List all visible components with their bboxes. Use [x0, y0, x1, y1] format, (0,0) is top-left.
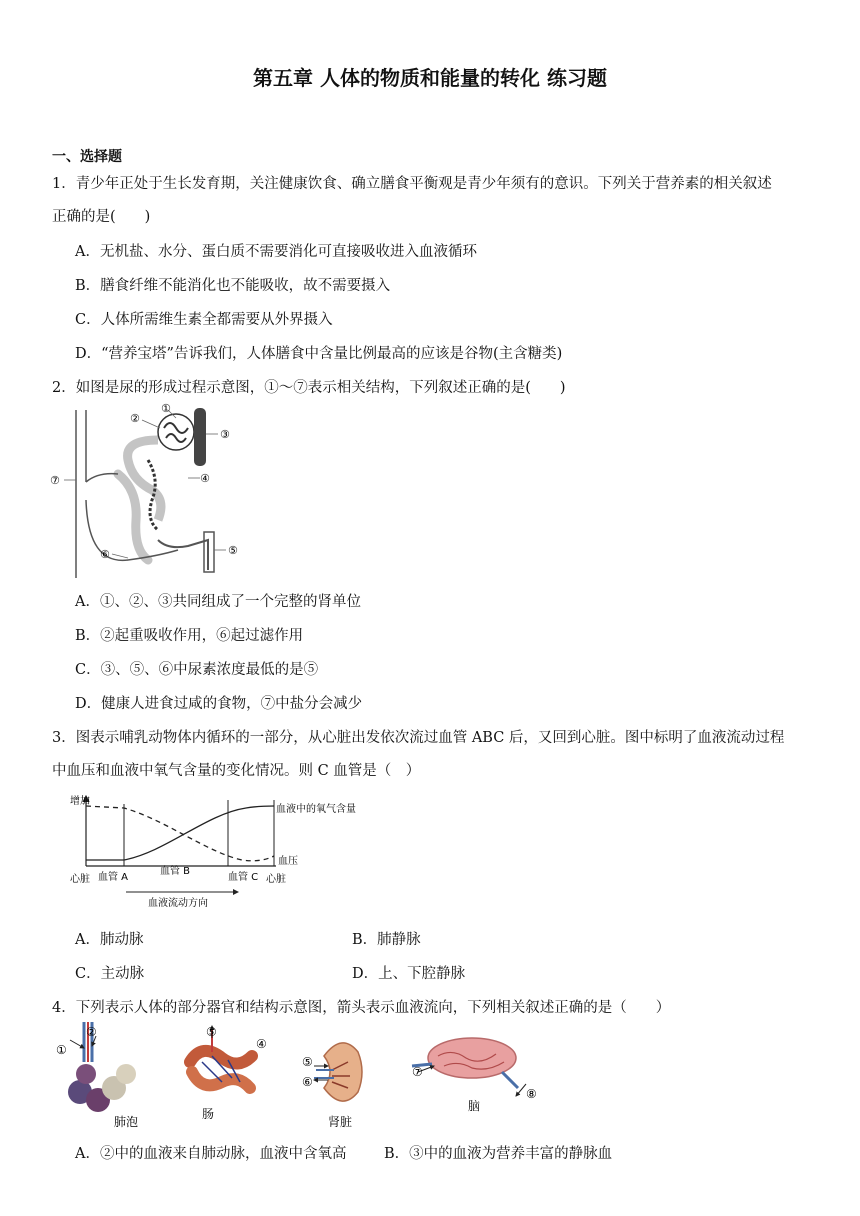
nephron-label-1: ①: [161, 402, 171, 415]
chart-x-heart-right: 心脏: [266, 874, 286, 885]
organ-caption-kidney: 肾脏: [328, 1115, 353, 1129]
organ-label-1: ①: [56, 1043, 67, 1057]
q2-option-a: A．①、②、③共同组成了一个完整的肾单位: [75, 594, 361, 610]
q4-stem: 4．下列表示人体的部分器官和结构示意图，箭头表示血液流向，下列相关叙述正确的是（ ）: [52, 1000, 671, 1016]
q1-option-a: A．无机盐、水分、蛋白质不需要消化可直接吸收进入血液循环: [75, 244, 477, 260]
lung-alveoli-illustration: [68, 1022, 136, 1112]
q1-stem-line2: 正确的是( ): [52, 209, 151, 225]
q2-option-d: D．健康人进食过咸的食物，⑦中盐分会减少: [75, 696, 363, 712]
nephron-label-6: ⑥: [100, 548, 110, 561]
chart-x-vessel-a: 血管 A: [98, 872, 129, 883]
nephron-diagram: [48, 400, 248, 580]
chart-x-heart-left: 心脏: [70, 874, 90, 885]
intestine-illustration: [190, 1030, 252, 1088]
q3-option-c: C．主动脉: [75, 966, 145, 982]
q1-option-c: C．人体所需维生素全都需要从外界摄入: [75, 312, 333, 328]
q2-stem: 2．如图是尿的形成过程示意图，①～⑦表示相关结构，下列叙述正确的是( ): [52, 380, 566, 396]
q1-stem-line1: 1．青少年正处于生长发育期，关注健康饮食、确立膳食平衡观是青少年须有的意识。下列关于营养素的相关叙述: [52, 176, 772, 192]
section-heading: 一、选择题: [52, 149, 122, 165]
chart-direction-label: 血液流动方向: [148, 898, 208, 909]
page-title: 第五章 人体的物质和能量的转化 练习题: [253, 66, 607, 90]
nephron-label-4: ④: [200, 472, 210, 485]
nephron-label-3: ③: [220, 428, 230, 441]
q4-option-b: B．③中的血液为营养丰富的静脉血: [384, 1146, 613, 1162]
q2-option-c: C．③、⑤、⑥中尿素浓度最低的是⑤: [75, 662, 319, 678]
q3-stem-line2: 中血压和血液中氧气含量的变化情况。则 C 血管是（ ）: [52, 763, 421, 779]
blood-flow-diagram: [66, 790, 356, 914]
chart-pressure-label: 血压: [278, 856, 298, 867]
nephron-label-2: ②: [130, 412, 140, 425]
q1-option-b: B．膳食纤维不能消化也不能吸收，故不需要摄入: [75, 278, 391, 294]
nephron-label-5: ⑤: [228, 544, 238, 557]
q4-option-a: A．②中的血液来自肺动脉，血液中含氧高: [75, 1146, 347, 1162]
organ-label-4: ④: [256, 1037, 267, 1051]
brain-illustration: [412, 1038, 518, 1088]
chart-ylabel: 增加: [70, 796, 90, 807]
chart-oxygen-label: 血液中的氧气含量: [276, 804, 356, 815]
q1-option-d: D．“营养宝塔”告诉我们，人体膳食中含量比例最高的应该是谷物(主含糖类): [75, 346, 563, 362]
q3-option-b: B．肺静脉: [352, 932, 421, 948]
q3-option-a: A．肺动脉: [75, 932, 144, 948]
organ-label-5b: ⑤: [302, 1055, 313, 1069]
organ-label-5a: ⑤: [206, 1025, 217, 1039]
chart-x-vessel-c: 血管 C: [228, 872, 259, 883]
q3-stem-line1: 3．图表示哺乳动物体内循环的一部分，从心脏出发依次流过血管 ABC 后，又回到心脏。图中标明了血液流动过程: [52, 730, 785, 746]
chart-x-vessel-b: 血管 B: [160, 866, 191, 877]
organ-label-2: ②: [86, 1025, 97, 1039]
organ-diagrams: [52, 1022, 552, 1132]
organ-label-6: ⑥: [302, 1075, 313, 1089]
q3-option-d: D．上、下腔静脉: [352, 966, 466, 982]
organ-caption-intestine: 肠: [202, 1107, 215, 1121]
organ-caption-lung: 肺泡: [114, 1115, 139, 1129]
nephron-label-7: ⑦: [50, 474, 60, 487]
organ-caption-brain: 脑: [468, 1099, 481, 1113]
organ-label-8: ⑧: [526, 1087, 537, 1101]
organ-label-7: ⑦: [412, 1065, 423, 1079]
kidney-illustration: [314, 1043, 362, 1101]
q2-option-b: B．②起重吸收作用，⑥起过滤作用: [75, 628, 304, 644]
